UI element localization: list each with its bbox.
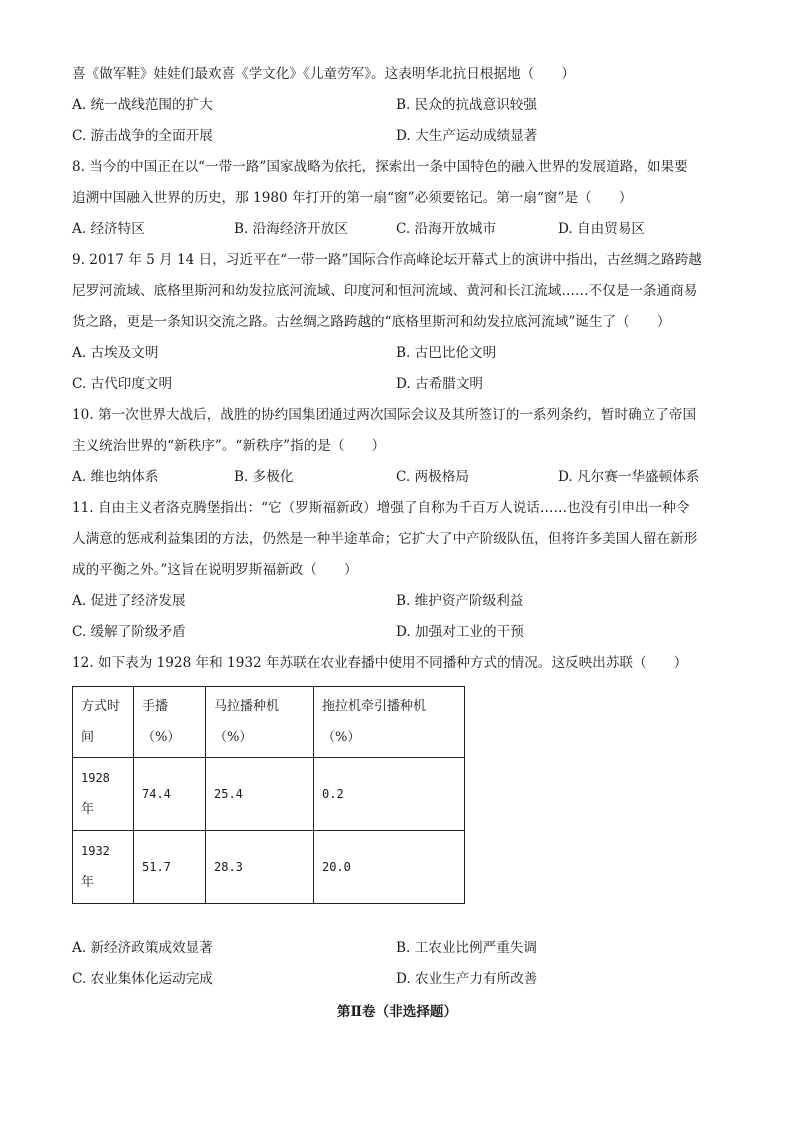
- q8-option-d[interactable]: D. 自由贸易区: [558, 221, 646, 237]
- section-title: 第Ⅱ卷（非选择题）: [336, 1004, 458, 1020]
- table-header-horse-seeder: 马拉播种机 （%）: [206, 687, 314, 758]
- q7-option-b[interactable]: B. 民众的抗战意识较强: [396, 97, 537, 113]
- q9-stem-line-2: 尼罗河流域、底格里斯河和幼发拉底河流域、印度河和恒河流域、黄河和长江流域……不仅是一条通商易: [72, 283, 698, 299]
- q11-option-c[interactable]: C. 缓解了阶级矛盾: [72, 624, 186, 640]
- q10-stem-line-2: 主义统治世界的“新秩序”。“新秩序”指的是（ ）: [72, 438, 386, 454]
- q9-option-c[interactable]: C. 古代印度文明: [72, 376, 173, 392]
- table-cell-year: 1928 年: [73, 758, 134, 831]
- table-cell-horse: 25.4: [206, 758, 314, 831]
- table-cell-tractor: 0.2: [314, 758, 465, 831]
- q11-stem-line-3: 成的平衡之外。”这旨在说明罗斯福新政（ ）: [72, 562, 358, 578]
- q8-option-c[interactable]: C. 沿海开放城市: [396, 221, 497, 237]
- q11-option-b[interactable]: B. 维护资产阶级利益: [396, 593, 524, 609]
- q11-option-a[interactable]: A. 促进了经济发展: [72, 593, 186, 609]
- table-row: [73, 758, 465, 831]
- table-cell-horse: 28.3: [206, 831, 314, 904]
- q12-options-row-2: [72, 967, 722, 998]
- q10-stem-line-1: 10. 第一次世界大战后，战胜的协约国集团通过两次国际会议及其所签订的一系列条约，暂时确立了帝国: [72, 407, 697, 423]
- q7-options-row-1: [72, 93, 722, 124]
- q12-option-a[interactable]: A. 新经济政策成效显著: [72, 940, 213, 956]
- q12-option-d[interactable]: D. 农业生产力有所改善: [396, 971, 538, 987]
- q11-option-d[interactable]: D. 加强对工业的干预: [396, 624, 524, 640]
- q9-option-a[interactable]: A. 古埃及文明: [72, 345, 159, 361]
- q9-stem-line-3: 货之路，更是一条知识交流之路。古丝绸之路跨越的“底格里斯河和幼发拉底河流域”诞生了（ ）: [72, 314, 671, 330]
- q12-option-c[interactable]: C. 农业集体化运动完成: [72, 971, 213, 987]
- q8-option-b[interactable]: B. 沿海经济开放区: [234, 221, 348, 237]
- table-cell-tractor: 20.0: [314, 831, 465, 904]
- q9-option-b[interactable]: B. 古巴比伦文明: [396, 345, 497, 361]
- q12-option-b[interactable]: B. 工农业比例严重失调: [396, 940, 537, 956]
- q11-stem-line-1: 11. 自由主义者洛克腾堡指出：“它（罗斯福新政）增强了自称为千百万人说话……也没有引申出一种令: [72, 500, 690, 516]
- table-cell-hand: 74.4: [134, 758, 206, 831]
- q8-option-a[interactable]: A. 经济特区: [72, 221, 145, 237]
- q10-option-a[interactable]: A. 维也纳体系: [72, 469, 159, 485]
- q7-option-c[interactable]: C. 游击战争的全面开展: [72, 128, 213, 144]
- q10-option-d[interactable]: D. 凡尔赛一华盛顿体系: [558, 469, 700, 485]
- table-cell-hand: 51.7: [134, 831, 206, 904]
- table-header-row: [73, 687, 465, 758]
- q10-options-row: [72, 465, 722, 496]
- q12-stem: 12. 如下表为 1928 年和 1932 年苏联在农业春播中使用不同播种方式的情况。这反映出苏联（ ）: [72, 655, 688, 671]
- q12-options-row-1: [72, 936, 722, 967]
- q11-options-row-1: [72, 589, 722, 620]
- table-header-hand: 手播 （%）: [134, 687, 206, 758]
- q7-option-d[interactable]: D. 大生产运动成绩显著: [396, 128, 538, 144]
- q8-stem-line-1: 8. 当今的中国正在以“一带一路”国家战略为依托，探索出一条中国特色的融入世界的发展道路，如果要: [72, 159, 688, 175]
- q7-stem: 喜《做军鞋》娃娃们最欢喜《学文化》《儿童劳军》。这表明华北抗日根据地（ ）: [72, 66, 575, 82]
- q10-option-c[interactable]: C. 两极格局: [396, 469, 469, 485]
- q9-stem-line-1: 9. 2017 年 5 月 14 日，习近平在“一带一路”国际合作高峰论坛开幕式上的演讲中指出，古丝绸之路跨越: [72, 252, 702, 268]
- table-header-tractor-seeder: 拖拉机牵引播种机 （%）: [314, 687, 465, 758]
- q8-stem-line-2: 追溯中国融入世界的历史，那 1980 年打开的第一扇“窗”必须要铭记。第一扇“窗”是（ ）: [72, 190, 633, 206]
- table-header-method-time: 方式时 间: [73, 687, 134, 758]
- exam-page: [72, 62, 722, 1031]
- q8-options-row: [72, 217, 722, 248]
- q10-option-b[interactable]: B. 多极化: [234, 469, 294, 485]
- q9-options-row-2: [72, 372, 722, 403]
- q9-options-row-1: [72, 341, 722, 372]
- q7-options-row-2: [72, 124, 722, 155]
- seeding-methods-table: [72, 686, 465, 904]
- q9-option-d[interactable]: D. 古希腊文明: [396, 376, 484, 392]
- table-cell-year: 1932 年: [73, 831, 134, 904]
- q11-options-row-2: [72, 620, 722, 651]
- q7-option-a[interactable]: A. 统一战线范围的扩大: [72, 97, 213, 113]
- table-row: [73, 831, 465, 904]
- q11-stem-line-2: 人满意的惩戒利益集团的方法，仍然是一种半途革命；它扩大了中产阶级队伍，但将许多美国人留在新形: [72, 531, 698, 547]
